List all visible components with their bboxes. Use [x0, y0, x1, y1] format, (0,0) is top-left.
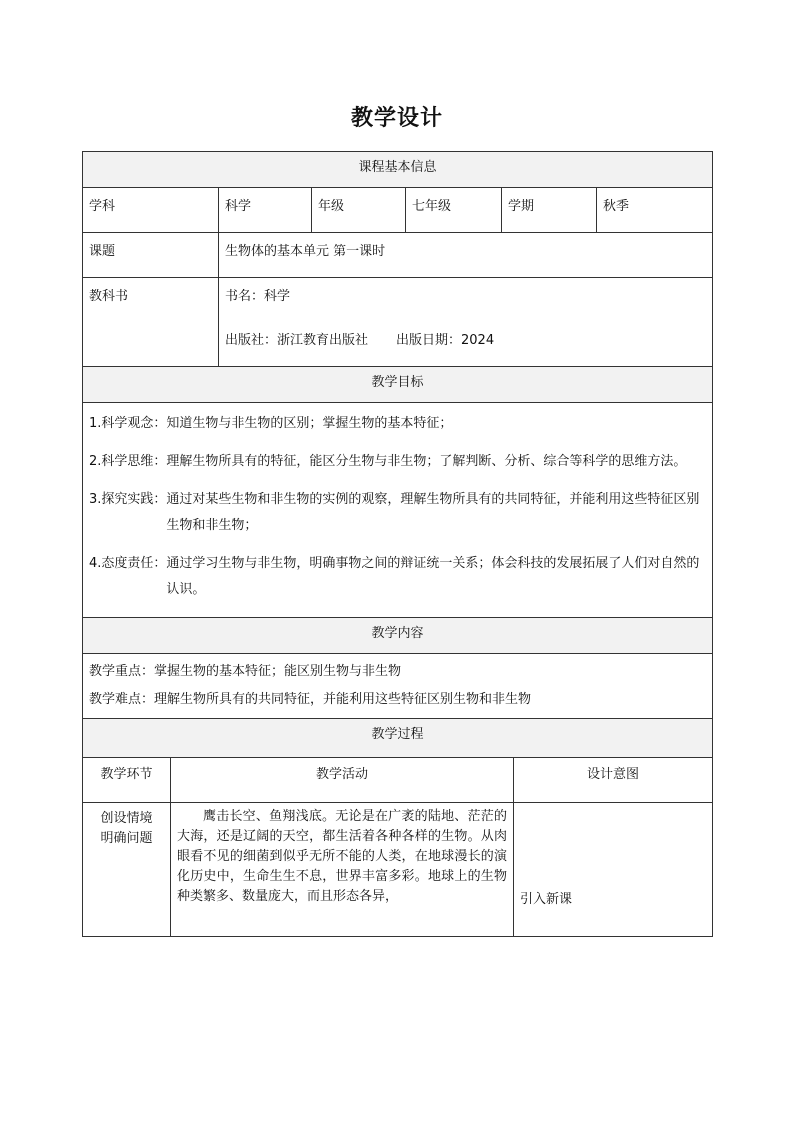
subject-value: 科学 [219, 188, 312, 233]
subject-label: 学科 [83, 188, 219, 233]
goal-item [89, 479, 706, 543]
stage-line: 明确问题 [100, 831, 153, 846]
publisher: 出版社：浙江教育出版社 [225, 333, 369, 348]
goal-label: 3.探究实践： [89, 492, 167, 507]
difficulties: 教学难点：理解生物所具有的共同特征，并能利用这些特征区别生物和非生物 [89, 692, 532, 707]
goal-text: 通过学习生物与非生物，明确事物之间的辩证统一关系；体会科技的发展拓展了人们对自然的认识。 [166, 556, 700, 597]
stage-line: 创设情境 [100, 811, 153, 826]
key-points: 教学重点：掌握生物的基本特征；能区别生物与非生物 [89, 664, 402, 679]
section-title: 教学内容 [371, 626, 424, 641]
grade-value: 七年级 [406, 188, 502, 233]
term-label: 学期 [502, 188, 597, 233]
section-title: 教学目标 [371, 375, 424, 390]
goals-list [83, 403, 713, 618]
goal-text: 通过对某些生物和非生物的实例的观察，理解生物所具有的共同特征，并能利用这些特征区别生物和非生物； [166, 492, 700, 533]
col-activity-label: 教学活动 [315, 767, 368, 782]
publish-date: 出版日期：2024 [396, 333, 495, 348]
topic-label: 课题 [83, 233, 219, 278]
goal-item [89, 403, 706, 441]
textbook-label: 教科书 [83, 278, 219, 367]
goal-item [89, 543, 706, 607]
col-intent-header [514, 758, 713, 803]
col-stage-header [83, 758, 171, 803]
section-goals [83, 367, 713, 403]
goal-text: 理解生物所具有的特征，能区分生物与非生物；了解判断、分析、综合等科学的思维方法。 [166, 454, 687, 469]
section-basic-info [83, 152, 713, 188]
activity-cell: 鹰击长空、鱼翔浅底。无论是在广袤的陆地、茫茫的大海，还是辽阔的天空，都生活着各种各样的生物。从肉眼看不见的细菌到似乎无所不能的人类，在地球漫长的演化历史中，生命生生不息，世界丰富多彩。地球上的生物种类繁多、数量庞大，而且形态各异， [171, 803, 514, 937]
textbook-info [219, 278, 713, 367]
book-name: 书名：科学 [225, 289, 291, 304]
col-activity-header [171, 758, 514, 803]
intent-cell: 引入新课 [514, 803, 713, 937]
col-intent-label: 设计意图 [587, 767, 640, 782]
lesson-plan-table [82, 151, 713, 937]
goal-item [89, 441, 706, 479]
goal-text: 知道生物与非生物的区别；掌握生物的基本特征； [166, 416, 453, 431]
content-body [83, 654, 713, 719]
goal-label: 4.态度责任： [89, 556, 167, 571]
goal-label: 2.科学思维： [89, 454, 167, 469]
topic-value: 生物体的基本单元 第一课时 [219, 233, 713, 278]
section-process [83, 719, 713, 758]
goal-label: 1.科学观念： [89, 416, 167, 431]
section-title: 教学过程 [371, 727, 424, 742]
term-value: 秋季 [597, 188, 713, 233]
grade-label: 年级 [312, 188, 406, 233]
stage-cell [83, 803, 171, 937]
col-stage-label: 教学环节 [100, 767, 153, 782]
publisher-line [225, 331, 712, 351]
section-title: 课程基本信息 [358, 160, 437, 175]
section-content [83, 618, 713, 654]
page-title: 教学设计 [350, 105, 443, 131]
